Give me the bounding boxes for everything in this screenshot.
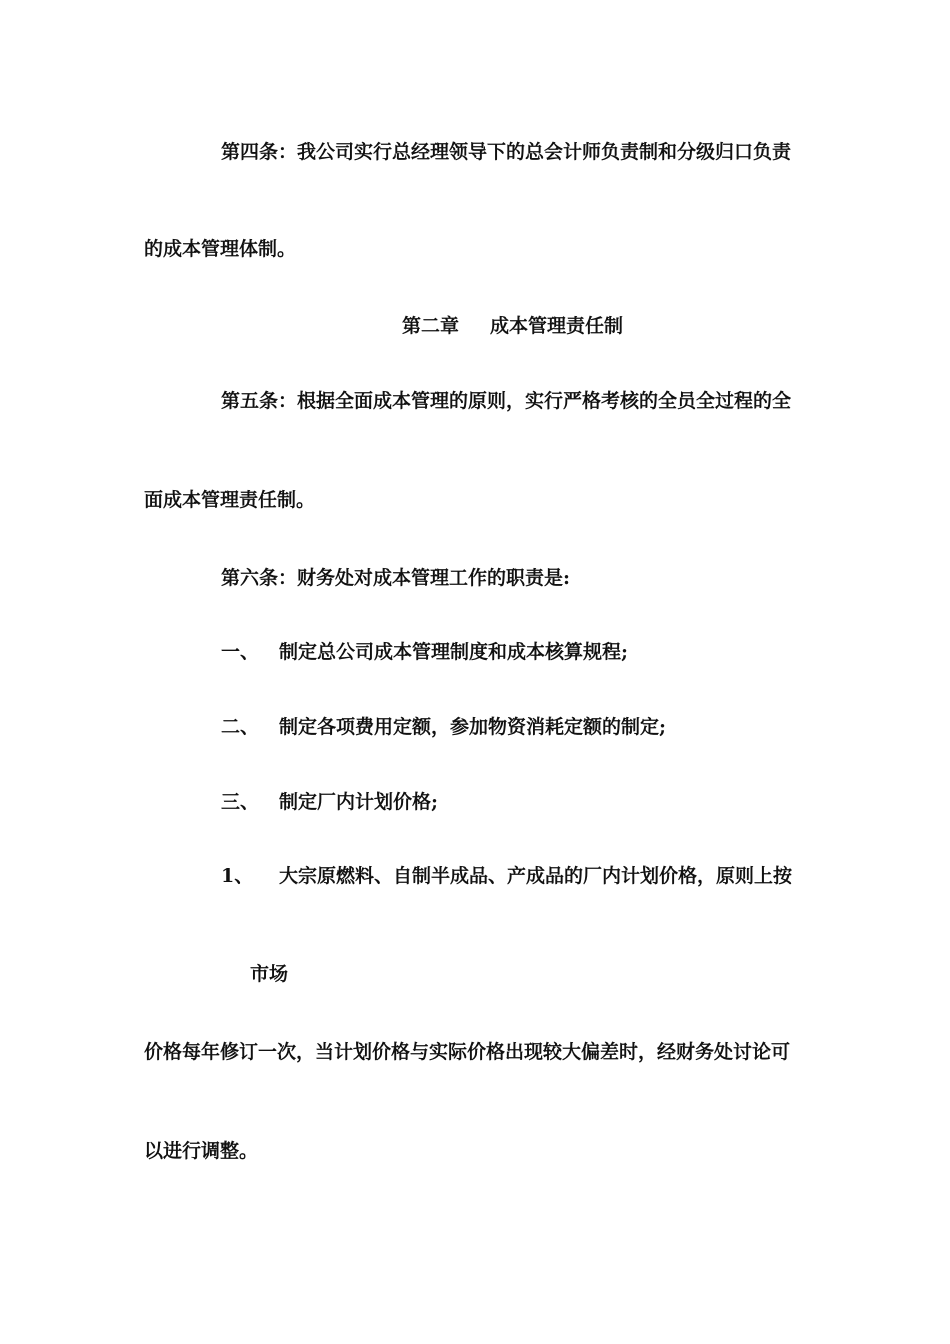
chapter-number: 第二章	[402, 315, 460, 337]
sub-item-line-4: 以进行调整。	[144, 1140, 259, 1162]
chapter-heading	[402, 314, 623, 338]
chapter-title: 成本管理责任制	[490, 315, 624, 337]
list-item-marker: 三、	[221, 791, 260, 813]
sub-item-marker: 1、	[221, 865, 254, 887]
article-5-line-2: 面成本管理责任制。	[144, 489, 316, 511]
article-5-line-1: 第五条：根据全面成本管理的原则，实行严格考核的全员全过程的全	[221, 390, 792, 412]
list-item-marker: 一、	[221, 641, 260, 663]
list-item-text: 制定各项费用定额，参加物资消耗定额的制定;	[279, 716, 667, 738]
list-item-text: 制定总公司成本管理制度和成本核算规程;	[279, 641, 629, 663]
sub-item-line-1: 大宗原燃料、自制半成品、产成品的厂内计划价格，原则上按	[279, 865, 793, 887]
list-item-marker: 二、	[221, 716, 260, 738]
sub-item-line-3: 价格每年修订一次，当计划价格与实际价格出现较大偏差时，经财务处讨论可	[144, 1041, 791, 1063]
article-4-line-1: 第四条：我公司实行总经理领导下的总会计师负责制和分级归口负责	[221, 141, 792, 163]
article-4-line-2: 的成本管理体制。	[144, 238, 297, 260]
article-6-intro: 第六条：财务处对成本管理工作的职责是:	[221, 567, 571, 589]
list-item-text: 制定厂内计划价格;	[279, 791, 439, 813]
sub-item-line-2: 市场	[250, 963, 289, 985]
